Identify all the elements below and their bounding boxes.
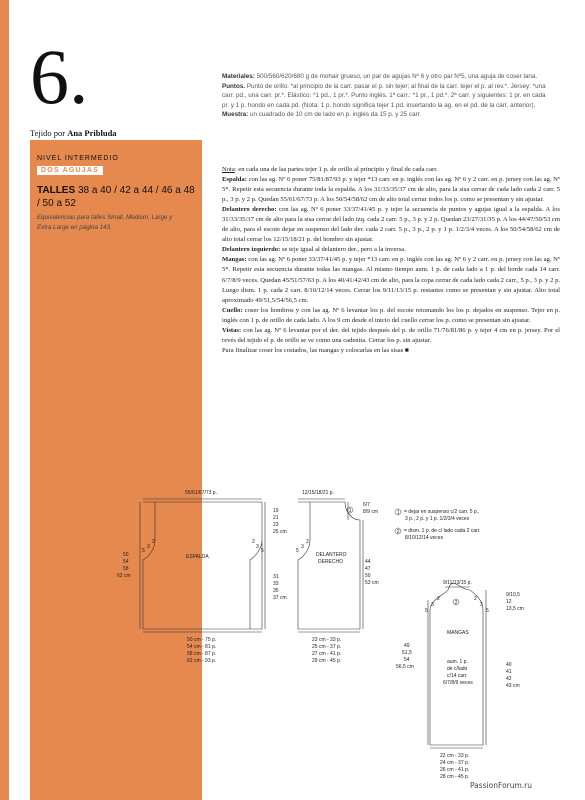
front-height: 53 cm: [365, 580, 379, 586]
sleeve-total-height: 51,5: [402, 650, 412, 656]
chapter-number: 6.: [30, 33, 89, 120]
front-piece-name: DELANTERO: [316, 552, 347, 558]
back-top-width: 55/61/67/73 p.: [185, 490, 217, 496]
sleeve-bindoff-step: 2: [474, 596, 477, 602]
back-total-height: 50: [123, 552, 129, 558]
source-watermark: PassionForum.ru: [470, 781, 533, 790]
sizes-values: 38 a 40 / 42 a 44 / 46 a 48 / 50 a 52: [37, 185, 195, 209]
back-side-height: 35: [273, 588, 279, 594]
sleeve-bindoff-step: 3: [480, 602, 483, 608]
instruction-text: se teje igual al delantero der., pero a la inversa.: [280, 246, 406, 254]
instruction-text: coser los hombros y con las ag. Nº 6 levantar los p. del escote retomando los los p. dejados en suspenso. Tejer en p. inglés con 1 p. de orillo de cada lado. A los 9 cm desde el inicio del cuello cerrar los p. como se presentan sin ajustar.: [222, 306, 560, 324]
front-bottom-width: 29 cm - 45 p.: [312, 658, 342, 664]
front-height: 47: [365, 566, 371, 572]
legend-text: 3 p., 2 p. y 1 p. 1/2/3/4 veces: [405, 516, 470, 522]
front-height: 50: [365, 573, 371, 579]
instruction-text: Para finalizar coser los costados, las mangas y colocarlas en las sisas ■: [222, 346, 409, 354]
front-bottom-width: 27 cm - 41 p.: [312, 651, 342, 657]
instruction-text: con las ag. Nº 6 poner 75/81/87/93 p. y tejer *13 carr. en p. inglés con las ag. Nº 6 y 2 carr. en p. jersey con las ag. Nº 5*. Repetir esta secuencia durante toda la espalda. A los 31/33/35/37 cm de alto, para la sisa cerrar de cada lado cada 2 carr. 5 p., 3 p. y 2 p. Quedan 55/61/67/73 p. A los 50/54/58/62 cm de alto total cerrar todos los p. como se presentan y sin ajustar.: [222, 176, 560, 204]
instruction-label: Mangas:: [222, 256, 247, 264]
instruction-text: con las ag. Nº 6 poner 33/37/41/45 p. y tejer *13 carr. en p. inglés con las ag. Nº 6 y 2 carr. en p. jersey con las ag. Nº 5*. Repetir esta secuencia durante todas las mangas. Al mismo tiempo aum. 1 p. de cada lado a 1 p. del borde cada 14 carr. 6/7/8/9 veces. Quedan 45/51/57/63 p. A los 40/41/42/43 cm de alto, para la copa cerrar de cada lado cada 2 carr., 5 p., 3 p. y 2 p. Luego dism. 1 p. cada 2 carr. 8/10/12/14 veces. Cerrar los 9/11/13/15 p. restantes como se presentan y sin ajustar. Alto total aproximado 49/51,5/54/56,5 cm.: [222, 256, 561, 304]
sleeve-bottom-width: 28 cm - 45 p.: [440, 774, 470, 780]
legend: [395, 509, 481, 541]
back-bindoff-step: 2: [252, 539, 255, 545]
sleeve-cap-height: 9/10,5: [506, 592, 520, 598]
front-bottom-width: 25 cm - 37 p.: [312, 644, 342, 650]
sleeve-piece-name: MANGAS: [447, 630, 469, 636]
front-piece-outline: [298, 502, 360, 629]
sleeve-diagram-labels: [396, 580, 524, 780]
sleeve-side-height: 40: [506, 662, 512, 668]
back-diagram-labels: [117, 490, 287, 664]
legend-number: 1: [396, 509, 400, 516]
sleeve-increase-note: aum. 1 p.: [447, 659, 468, 665]
back-piece-outline: [143, 502, 262, 629]
sleeve-bindoff-step: 3: [431, 602, 434, 608]
back-side-height: 33: [273, 581, 279, 587]
instruction-text: con las ag. Nº 6 poner 33/37/41/45 p. y tejer la secuencia de puntos y agujas igual a la espalda. A los 31/33/35/37 cm de alto para la sisa cerrar del lado izq. cada 2 carr. 5 p., 3 p. y 2 p. Quedan 23/27/31/35 p. A los 44/47/50/53 cm de alto, para el escote dejar en suspenso del lado der. cada 2 carr. 5 p., 3 p., 2 p. y 1 p. 1/2/3/4 veces. A los 50/54/58/62 cm de alto total cerrar los 12/15/18/21 p. del hombro sin ajustar.: [222, 206, 560, 244]
sleeve-increase-note: de c/lado: [447, 666, 468, 672]
sleeve-side-height: 41: [506, 669, 512, 675]
instruction-label: Delantero izquierdo:: [222, 246, 281, 254]
stitches-label: Puntos.: [222, 82, 246, 90]
instruction-text: con las ag. Nº 6 levantar por el der. del tejido después del p. de orillo 71/76/81/86 p. y tejer 4 cm en p. jersey. Por el revés del tejido el p. de orillo se ve como una cadenita. Cerrar los p. sin ajustar.: [222, 326, 560, 344]
instruction-text: : en cada una de las partes tejer 1 p. de orillo al principio y final de cada carr.: [234, 166, 438, 173]
back-armhole-height: 19: [273, 508, 279, 514]
instruction-label: Nota: [222, 166, 235, 173]
instruction-label: Delantero derecho:: [222, 206, 277, 214]
legend-text: = dejar en suspenso c/2 carr. 5 p.,: [404, 509, 480, 515]
front-marker-number: 1: [348, 507, 352, 514]
front-shoulder-width: 12/15/18/21 p.: [302, 490, 334, 496]
back-side-height: 37 cm: [273, 595, 287, 601]
back-bottom-width: 62 cm - 93 p.: [187, 658, 217, 664]
sleeve-bindoff-step: 5: [425, 608, 428, 614]
sleeve-total-height: 49: [404, 643, 410, 649]
back-bindoff-step: 5: [142, 548, 145, 554]
stitches-text: Punto de orillo: *al principio de la carr. pasar el p. sin tejer; al final de la carr. tejer el p. al rev.*. Jersey: *una carr. pd., una carr. pr.*. Elástico: *1 pd., 1 pr.*. Punto inglés. 1ª carr.: *1 pr., 1 pd.*. 2ª carr. y siguientes: 1 pr. en cada pr. y 1 p. hondo en cada pd. (Nota: 1 p. hondo significa tejer 1 pd. insertando la ag. en el pd. de la carr. anterior).: [222, 82, 546, 109]
front-bindoff-step: 5: [296, 548, 299, 554]
front-bindoff-step: 3: [301, 544, 304, 550]
sleeve-increase-note: 6/7/8/9 veces: [443, 680, 473, 686]
gauge-text: un cuadrado de 10 cm de lado en p. inglés da 15 p. y 25 carr.: [248, 111, 422, 119]
back-total-height: 58: [123, 566, 129, 572]
sleeve-total-height: 54: [404, 657, 410, 663]
legend-number: 2: [396, 528, 400, 535]
legend-text: = dism. 1 p. de c/ lado cada 2 carr.: [404, 528, 481, 534]
sleeve-total-height: 56,5 cm: [396, 664, 414, 670]
front-neck-height: 6/7: [363, 502, 370, 508]
credit-prefix: Tejido por: [30, 128, 68, 138]
materials-text: 500/560/620/680 g de mohair grueso, un par de agujas Nº 6 y otro par Nº5, una aguja de coser lana.: [254, 73, 538, 80]
back-bottom-width: 50 cm - 75 p.: [187, 637, 217, 643]
front-piece-name: DERECHO: [318, 559, 344, 565]
sleeve-marker-number: 2: [454, 599, 458, 606]
sleeve-cap-height: 12: [506, 599, 512, 605]
back-bindoff-step: 3: [147, 544, 150, 550]
back-piece-name: ESPALDA: [186, 554, 209, 560]
back-armhole-height: 23: [273, 522, 279, 528]
gauge-label: Muestra:: [222, 111, 249, 119]
front-diagram-labels: [296, 490, 379, 664]
sleeve-cap-height: 13,5 cm: [506, 606, 524, 612]
front-bindoff-step: 2: [306, 539, 309, 545]
sleeve-increase-note: c/14 carr.: [447, 673, 468, 679]
sleeve-top-width: 9/11/13/15 p.: [443, 580, 472, 586]
front-height: 44: [365, 559, 371, 565]
back-bottom-width: 54 cm - 81 p.: [187, 644, 217, 650]
instruction-label: Espalda:: [222, 176, 247, 184]
instruction-label: Cuello:: [222, 306, 243, 314]
back-bottom-width: 58 cm - 87 p.: [187, 651, 217, 657]
sleeve-bindoff-step: 2: [437, 596, 440, 602]
needles-tag: DOS AGUJAS: [37, 166, 103, 175]
materials-label: Materiales:: [222, 73, 255, 80]
back-bindoff-step: 2: [152, 539, 155, 545]
back-side-height: 31: [273, 574, 279, 580]
credit-author: Ana Pribluda: [67, 128, 117, 138]
sleeve-bottom-width: 24 cm - 37 p.: [440, 760, 470, 766]
front-neck-height: 8/9 cm: [363, 509, 379, 515]
sleeve-bottom-width: 22 cm - 33 p.: [440, 753, 470, 759]
sleeve-side-height: 43 cm: [506, 683, 520, 689]
front-bottom-width: 23 cm - 33 p.: [312, 637, 342, 643]
back-total-height: 54: [123, 559, 129, 565]
back-bindoff-step: 3: [256, 544, 259, 550]
sleeve-side-height: 42: [506, 676, 512, 682]
back-armhole-height: 21: [273, 515, 279, 521]
sleeve-bindoff-step: 5: [486, 608, 489, 614]
back-bindoff-step: 5: [261, 548, 264, 554]
back-total-height: 62 cm: [117, 573, 131, 579]
legend-text: 8/10/12/14 veces: [405, 535, 444, 541]
instruction-label: Vistas:: [222, 326, 242, 334]
size-equivalences: Equivalencias para talles Small, Medium, Large y Extra Large en página 143.: [37, 214, 173, 231]
sleeve-bottom-width: 26 cm - 41 p.: [440, 767, 470, 773]
level-label: NIVEL INTERMEDIO: [37, 155, 119, 162]
sizes-label: TALLES: [37, 185, 76, 196]
back-armhole-height: 25 cm: [273, 529, 287, 535]
